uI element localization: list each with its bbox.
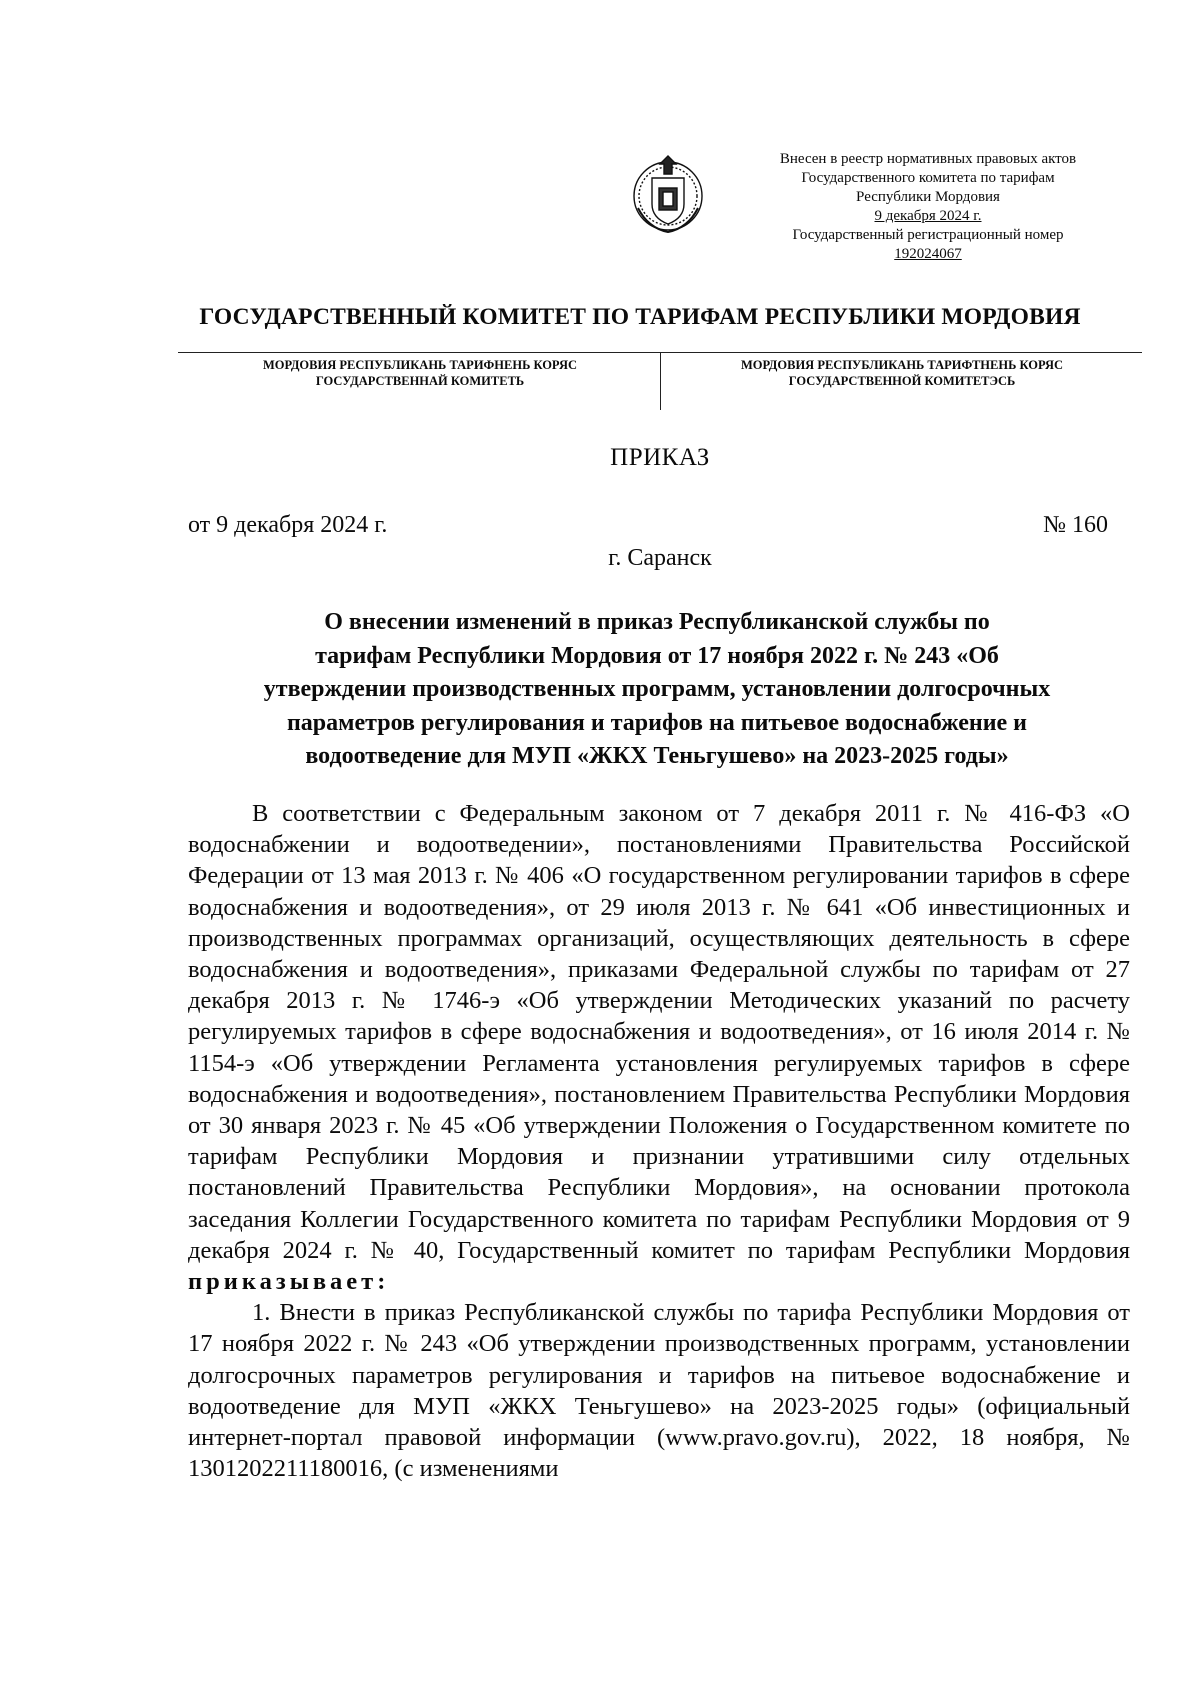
organization-title: ГОСУДАРСТВЕННЫЙ КОМИТЕТ ПО ТАРИФАМ РЕСПУБЛИКИ МОРДОВИЯ: [199, 304, 1081, 330]
registry-note-line: Государственный регистрационный номер: [792, 227, 1064, 243]
title-line: утверждении производственных программ, установлении долгосрочных: [263, 676, 1051, 702]
order-verb: приказывает:: [188, 1268, 390, 1296]
coat-of-arms-emblem: [628, 148, 708, 236]
registry-note: [748, 150, 1108, 264]
document-type: ПРИКАЗ: [610, 444, 710, 471]
document-date: от 9 декабря 2024 г.: [188, 512, 388, 538]
moksha-organization-name: [190, 357, 650, 389]
title-line: тарифам Республики Мордовия от 17 ноября 2022 г. № 243 «Об: [315, 642, 999, 669]
body-paragraph: [188, 798, 1130, 1297]
title-line: водоотведение для МУП «ЖКХ Теньгушево» на 2023-2025 годы»: [305, 743, 1009, 769]
moksha-name-line: МОРДОВИЯ РЕСПУБЛИКАНЬ ТАРИФНЕНЬ КОРЯС: [263, 358, 577, 372]
title-line: О внесении изменений в приказ Республиканской службы по: [324, 609, 990, 635]
header-vertical-divider: [660, 352, 661, 410]
registry-note-line: Внесен в реестр нормативных правовых актов: [779, 151, 1077, 167]
title-line: параметров регулирования и тарифов на питьевое водоснабжение и: [286, 709, 1028, 736]
paragraph-preamble: В соответствии с Федеральным законом от 7 декабря 2011 г. № 416-ФЗ «О водоснабжении и водоотведении», постановлениями Правительства Российской Федерации от 13 мая 2013 г. № 406 «О государственном регулировании тарифов в сфере водоснабжения и водоотведения», от 29 июля 2013 г. № 641 «Об инвестиционных и производственных программах организаций, осуществляющих деятельность в сфере водоснабжения и водоотведения», приказами Федеральной службы по тарифам от 27 декабря 2013 г. № 1746-э «Об утверждении Методических указаний по расчету регулируемых тарифов в сфере водоснабжения и водоотведения», от 16 июля 2014 г. № 1154-э «Об утверждении Регламента установления регулируемых тарифов в сфере водоснабжения и водоотведения», постановлением Правительства Республики Мордовия от 30 января 2023 г. № 45 «Об утверждении Положения о Государственном комитете по тарифам Республики Мордовия и признании утратившими силу отдельных постановлений Правительства Республики Мордовия», на основании протокола заседания Коллегии Государственного комитета по тарифам Республики Мордовия от 9 декабря 2024 г. № 40, Государственный комитет по тарифам Республики Мордовия: [188, 800, 1130, 1264]
registry-number: 192024067: [894, 246, 962, 262]
erzya-name-line: МОРДОВИЯ РЕСПУБЛИКАНЬ ТАРИФТНЕНЬ КОРЯС: [740, 358, 1064, 372]
moksha-name-line: ГОСУДАРСТВЕННАЙ КОМИТЕТЬ: [315, 374, 525, 388]
erzya-organization-name: [672, 357, 1132, 389]
registry-note-line: Государственного комитета по тарифам: [801, 170, 1055, 186]
document-body: [188, 798, 1130, 1484]
registry-date: 9 декабря 2024 г.: [874, 208, 982, 224]
registry-note-line: Республики Мордовия: [856, 189, 1000, 205]
document-city: г. Саранск: [608, 545, 712, 571]
document-title: [180, 606, 1134, 774]
erzya-name-line: ГОСУДАРСТВЕННОЙ КОМИТЕТЭСЬ: [788, 374, 1016, 388]
document-number: № 160: [1043, 512, 1108, 538]
body-paragraph: 1. Внести в приказ Республиканской службы по тарифа Республики Мордовия от 17 ноября 2022 г. № 243 «Об утверждении производственных программ, установлении долгосрочных параметров регулирования и тарифов на питьевое водоснабжение и водоотведение для МУП «ЖКХ Теньгушево» на 2023-2025 годы» (официальный интернет-портал правовой информации (www.pravo.gov.ru), 2022, 18 ноября, № 1301202211180016, (с изменениями: [188, 1299, 1130, 1483]
